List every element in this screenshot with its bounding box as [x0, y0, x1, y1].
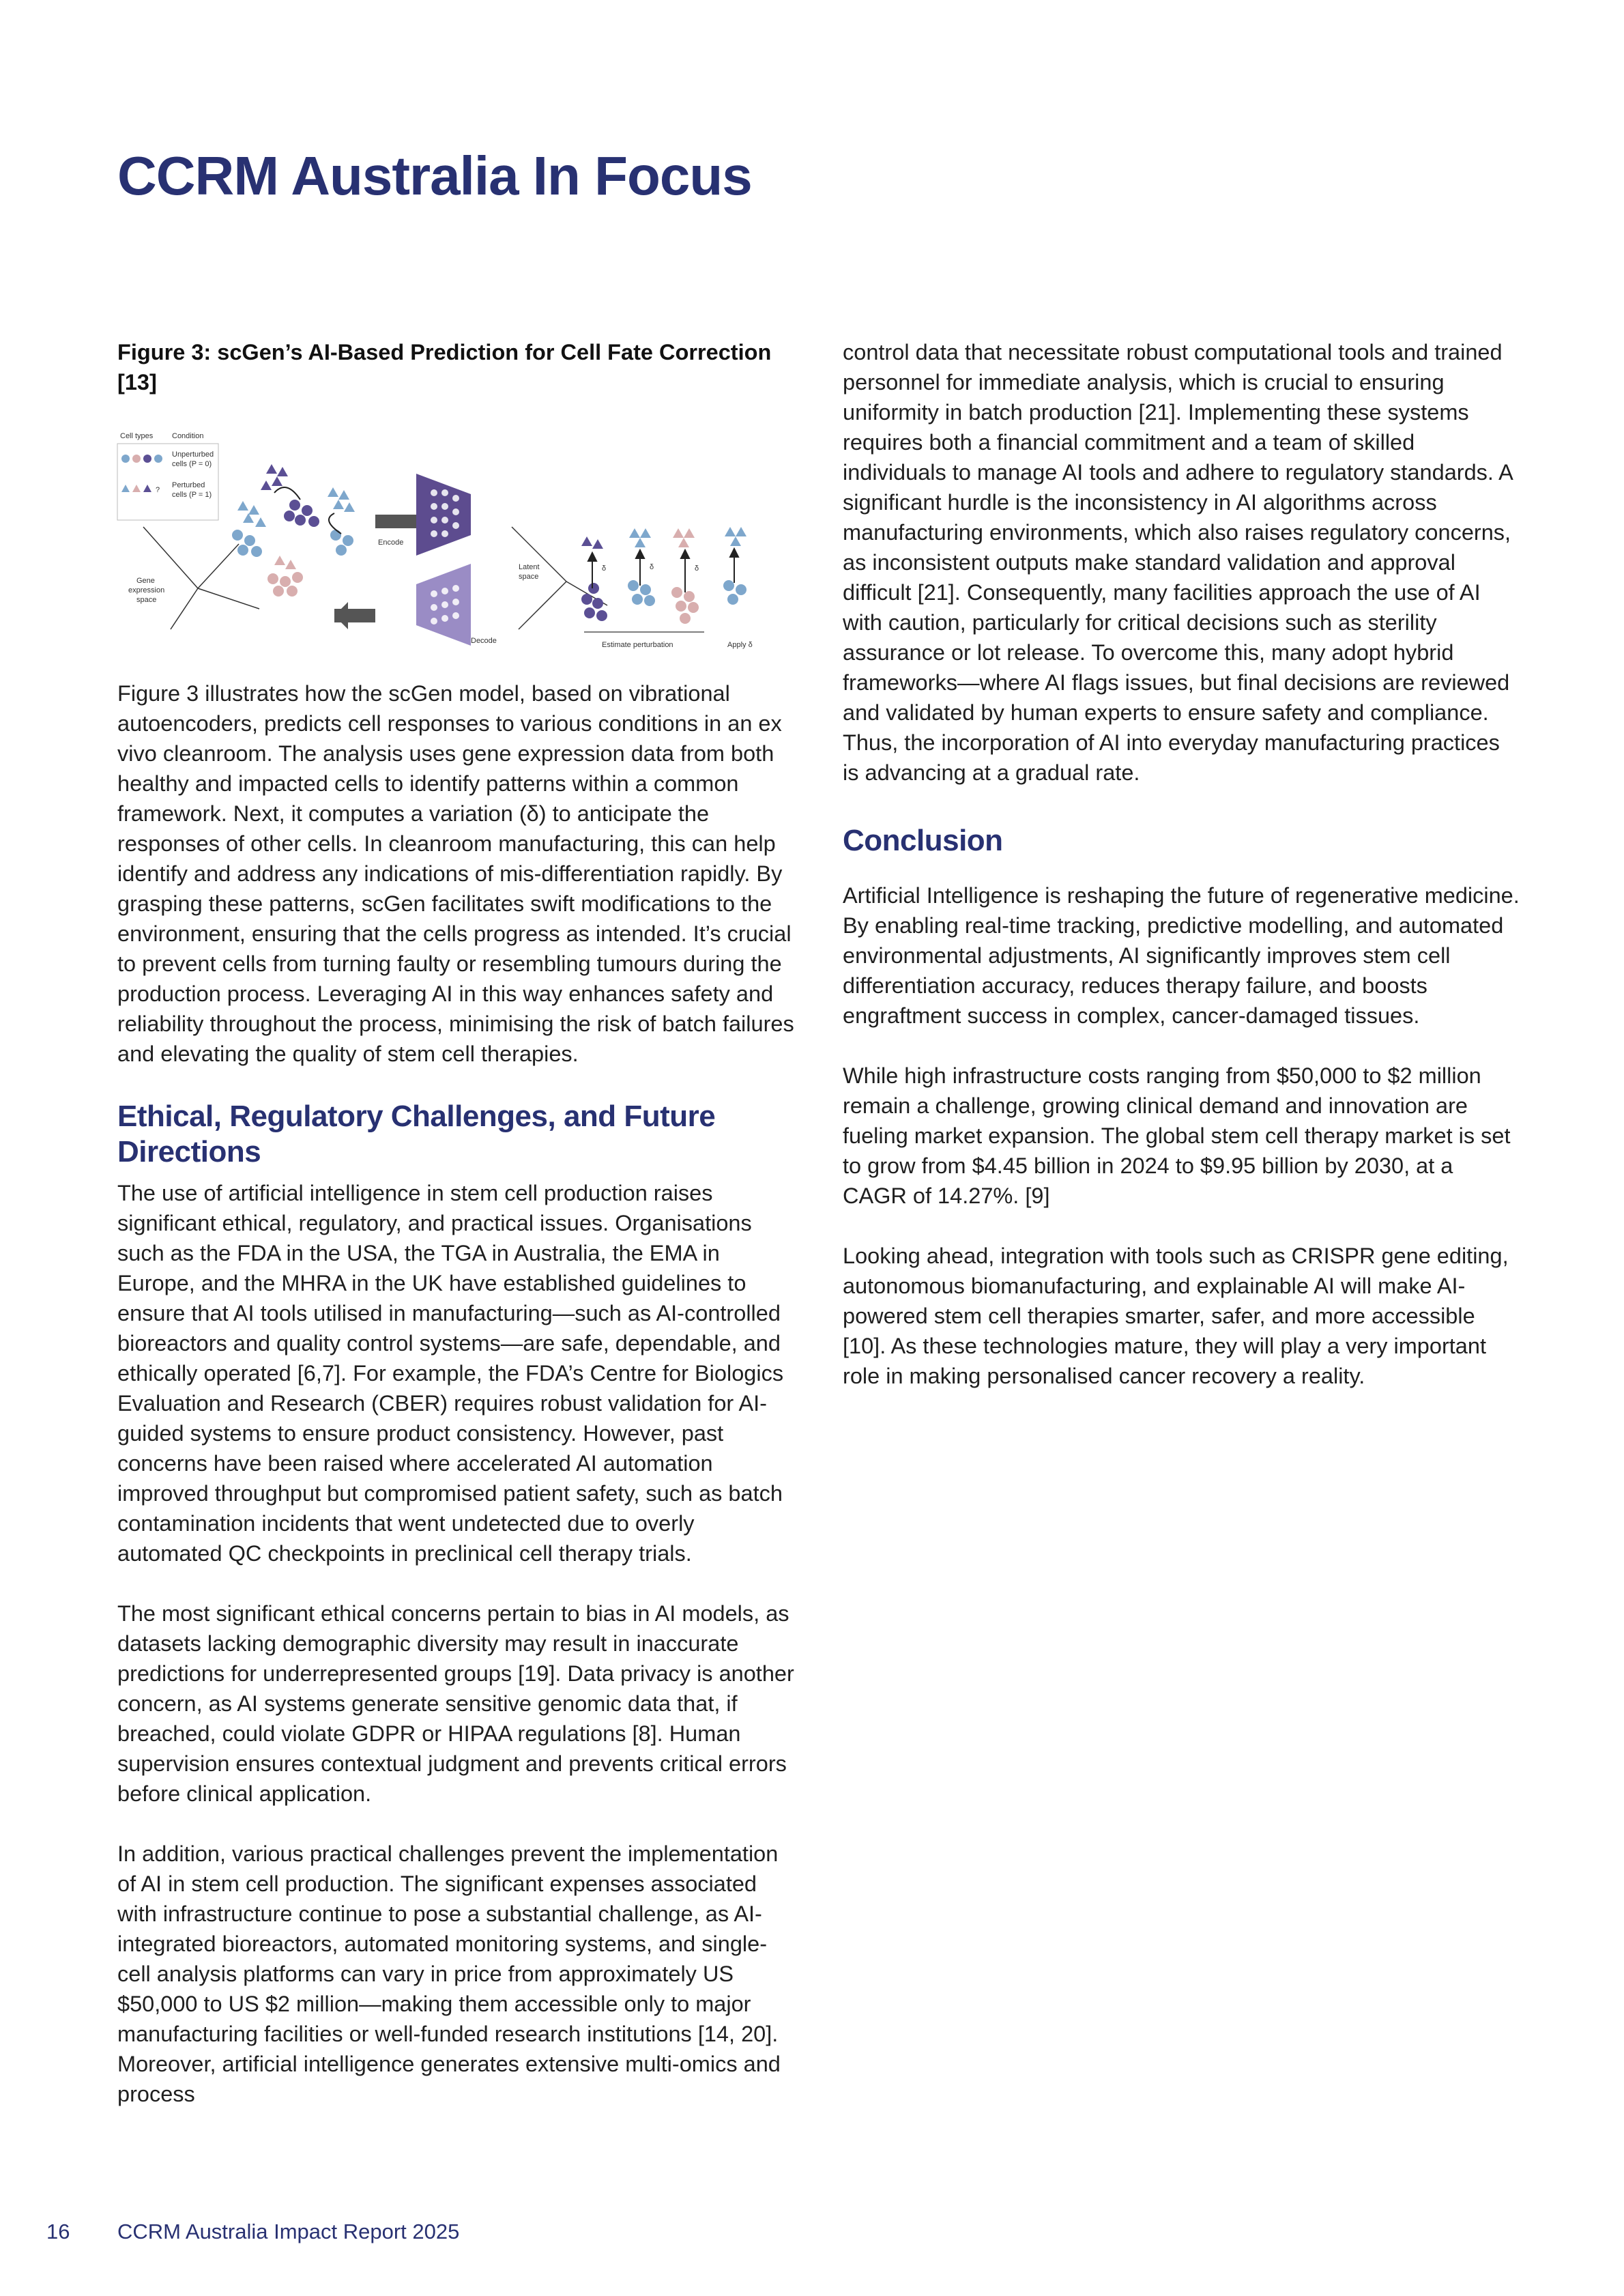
gene-space-label-1: Gene: [136, 577, 155, 585]
gene-space-label-3: space: [136, 596, 157, 604]
conclusion-paragraph-3: Looking ahead, integration with tools such as CRISPR gene editing, autonomous biomanufacturing, and explainable AI will make AI-powered stem cell therapies smarter, safer, and more accessible [10]. As these technologies mature, they will play a very important role in making personalised cancer recovery a reality.: [843, 1244, 1509, 1388]
legend-unperturbed-sub: cells (P = 0): [172, 460, 212, 468]
spacer: [117, 1568, 800, 1598]
encoder-block: [416, 474, 471, 556]
legend-unperturbed-circles: [121, 455, 162, 463]
page-title: CCRM Australia In Focus: [117, 145, 752, 206]
decode-label: Decode: [471, 637, 497, 645]
decode-arrow-shaft: [334, 609, 375, 622]
legend-unperturbed-label: Unperturbed: [172, 450, 214, 459]
input-cluster-purple-circles: [284, 500, 319, 527]
legend-perturbed-label: Perturbed: [172, 481, 205, 489]
legend-condition-label: Condition: [172, 432, 204, 440]
continued-paragraph: control data that necessitate robust computational tools and trained personnel for immediate analysis, which is crucial to ensuring uniformity in batch production [21]. Implementing these systems requires both a financial commitment and a team of skilled individuals to manage AI tools and adhere to regulatory standards. A significant hurdle is the inconsistency in AI algorithms across manufacturing environments, which also raises regulatory concerns, as inconsistent outputs make standard validation and approval difficult [21]. Consequently, many facilities approach the use of AI with caution, particularly for critical decisions such as sterility assurance or lot release. To overcome this, many adopt hybrid frameworks—where AI flags issues, but final decisions are reviewed and validated by human experts to ensure safety and compliance. Thus, the incorporation of AI into everyday manufacturing practices is advancing at a gradual rate.: [843, 340, 1513, 785]
page-number: 16: [46, 2220, 70, 2243]
ethics-paragraph-3: In addition, various practical challenges prevent the implementation of AI in stem cell production. The significant expenses associated with infrastructure continue to pose a substantial challenge, as AI-integrated bioreactors, automated monitoring systems, and single-cell analysis platforms can vary in price from approximately US $50,000 to US $2 million—making them accessible only to major manufacturing facilities or well-funded research institutions [14, 20]. Moreover, artificial intelligence generates extensive multi-omics and process: [117, 1841, 781, 2106]
decoder-nodes: [431, 585, 459, 625]
figure-caption: Figure 3: scGen’s AI-Based Prediction for Cell Fate Correction [13]: [117, 340, 772, 394]
delta-label-1: δ: [602, 564, 607, 573]
spacer: [117, 1170, 800, 1178]
conclusion-paragraph-1: Artificial Intelligence is reshaping the future of regenerative medicine. By enabling real-time tracking, predictive modelling, and automated environmental adjustments, AI significantly improves stem cell differentiation accuracy, reduces therapy failure, and boosts engraftment success in complex, cancer-damaged tissues.: [843, 883, 1520, 1028]
spacer: [117, 1069, 800, 1099]
gene-space-label-2: expression: [128, 586, 165, 594]
legend-perturbed-triangles: [121, 485, 151, 492]
legend-question-mark: ?: [156, 486, 160, 494]
spacer: [843, 788, 1522, 823]
gene-space-axes: [143, 527, 259, 629]
estimate-perturbation-label: Estimate perturbation: [602, 641, 673, 649]
encode-label: Encode: [378, 539, 404, 547]
spacer: [843, 1211, 1522, 1241]
input-cluster-blue-triangles-2: [328, 487, 355, 512]
spacer: [843, 859, 1522, 880]
delta-label-2: δ: [650, 563, 654, 571]
latent-space-label-2: space: [519, 573, 539, 581]
ethics-heading: Ethical, Regulatory Challenges, and Future Directions: [117, 1100, 716, 1168]
ethics-paragraph-2: The most significant ethical concerns pertain to bias in AI models, as datasets lacking demographic diversity may result in inaccurate predictions for underrepresented groups [19]. Data privacy is another concern, as AI systems generate sensitive genomic data that, if breached, could violate GDPR or HIPAA regulations [8]. Human supervision ensures contextual judgment and prevents critical errors before clinical application.: [117, 1601, 794, 1806]
spacer: [117, 1809, 800, 1839]
input-cluster-blue-circles: [232, 530, 262, 557]
scgen-diagram-svg: [116, 425, 788, 658]
legend-cell-types-label: Cell types: [120, 432, 154, 440]
figure-scgen-diagram: [116, 425, 788, 658]
right-column: [843, 337, 1522, 1391]
spacer: [843, 1031, 1522, 1061]
legend-perturbed-sub: cells (P = 1): [172, 491, 212, 499]
input-cluster-purple-triangles: [261, 464, 288, 490]
delta-arrows: [588, 549, 738, 592]
latent-space-label-1: Latent: [519, 563, 540, 571]
left-column: [117, 337, 800, 2109]
figure-description-paragraph: Figure 3 illustrates how the scGen model, based on vibrational autoencoders, predicts cell responses to various conditions in an ex vivo cleanroom. The analysis uses gene expression data from both healthy and impacted cells to identify patterns within a common framework. Next, it computes a variation (δ) to anticipate the responses of other cells. In cleanroom manufacturing, this can help identify and address any indications of mis-differentiation rapidly. By grasping these patterns, scGen facilitates swift modifications to the environment, ensuring that the cells progress as intended. It’s crucial to prevent cells from turning faulty or resembling tumours during the production process. Leveraging AI in this way enhances safety and reliability throughout the process, minimising the risk of batch failures and elevating the quality of stem cell therapies.: [117, 681, 794, 1066]
conclusion-paragraph-2: While high infrastructure costs ranging from $50,000 to $2 million remain a challenge, growing clinical demand and innovation are fueling market expansion. The global stem cell therapy market is set to grow from $4.45 billion in 2024 to $9.95 billion by 2030, at a CAGR of 14.27%. [9]: [843, 1063, 1511, 1208]
delta-label-3: δ: [695, 564, 699, 573]
apply-delta-label: Apply δ: [727, 641, 753, 649]
ethics-paragraph-1: The use of artificial intelligence in stem cell production raises significant ethical, regulatory, and practical issues. Organisations such as the FDA in the USA, the TGA in Australia, the EMA in Europe, and the MHRA in the UK have established guidelines to ensure that AI tools utilised in manufacturing—such as AI-controlled bioreactors and quality control systems—are safe, dependable, and ethically operated [6,7]. For example, the FDA’s Centre for Biologics Evaluation and Research (CBER) requires robust validation for AI-guided systems to ensure product consistency. However, past concerns have been raised where accelerated AI automation improved throughput but compromised patient safety, such as batch contamination incidents that went undetected due to overly automated QC checkpoints in preclinical cell therapy trials.: [117, 1181, 784, 1566]
input-cluster-blue-triangles: [237, 501, 266, 527]
report-name: CCRM Australia Impact Report 2025: [117, 2220, 460, 2243]
conclusion-heading: Conclusion: [843, 824, 1003, 857]
latent-cluster-purple: [581, 536, 607, 621]
input-cluster-pink: [267, 556, 303, 597]
input-cluster-blue-circles-2: [330, 530, 353, 556]
